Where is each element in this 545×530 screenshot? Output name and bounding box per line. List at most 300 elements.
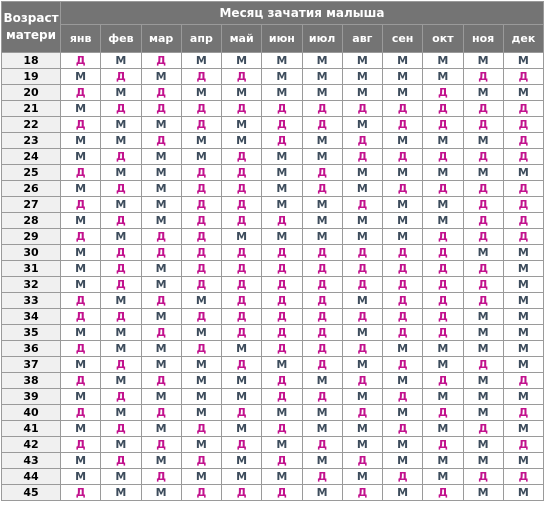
mother-age-cell: 40 [2,405,61,421]
boy-cell: М [342,85,382,101]
girl-cell: Д [222,437,262,453]
boy-cell: М [181,469,221,485]
boy-cell: М [262,85,302,101]
girl-cell: Д [141,101,181,117]
mother-age-cell: 29 [2,229,61,245]
girl-cell: Д [61,165,101,181]
boy-cell: М [101,293,141,309]
girl-cell: Д [61,197,101,213]
girl-cell: Д [262,261,302,277]
girl-cell: Д [302,325,342,341]
girl-cell: Д [423,373,463,389]
boy-cell: М [463,309,503,325]
boy-cell: М [262,469,302,485]
mother-age-cell: 33 [2,293,61,309]
boy-cell: М [302,421,342,437]
girl-cell: Д [61,309,101,325]
boy-cell: М [101,341,141,357]
boy-cell: М [423,421,463,437]
girl-cell: Д [383,277,423,293]
boy-cell: М [141,389,181,405]
girl-cell: Д [302,165,342,181]
mother-age-cell: 34 [2,309,61,325]
girl-cell: Д [141,85,181,101]
table-row [2,421,544,437]
boy-cell: М [141,357,181,373]
boy-cell: М [101,229,141,245]
boy-cell: М [342,293,382,309]
boy-cell: М [101,117,141,133]
girl-cell: Д [503,229,543,245]
boy-cell: М [141,165,181,181]
girl-cell: Д [181,277,221,293]
boy-cell: М [61,389,101,405]
boy-cell: М [383,69,423,85]
boy-cell: М [181,293,221,309]
boy-cell: М [101,85,141,101]
boy-cell: М [503,261,543,277]
girl-cell: Д [302,389,342,405]
girl-cell: Д [302,357,342,373]
girl-cell: Д [222,213,262,229]
boy-cell: М [61,245,101,261]
mother-age-cell: 42 [2,437,61,453]
girl-cell: Д [383,357,423,373]
boy-cell: М [181,373,221,389]
conception-month-title: Месяц зачатия малыша [61,2,544,25]
boy-cell: М [141,453,181,469]
boy-cell: М [302,213,342,229]
boy-cell: М [61,149,101,165]
boy-cell: М [342,181,382,197]
boy-cell: М [262,181,302,197]
boy-cell: М [181,133,221,149]
boy-cell: М [222,229,262,245]
boy-cell: М [141,277,181,293]
boy-cell: М [141,421,181,437]
boy-cell: М [463,373,503,389]
month-header: июл [302,25,342,53]
boy-cell: М [101,165,141,181]
girl-cell: Д [463,277,503,293]
girl-cell: Д [101,453,141,469]
girl-cell: Д [262,309,302,325]
girl-cell: Д [383,309,423,325]
girl-cell: Д [503,469,543,485]
table-row [2,85,544,101]
girl-cell: Д [101,213,141,229]
girl-cell: Д [383,389,423,405]
boy-cell: М [463,341,503,357]
boy-cell: М [101,485,141,501]
boy-cell: М [262,405,302,421]
boy-cell: М [101,373,141,389]
boy-cell: М [463,389,503,405]
boy-cell: М [423,165,463,181]
boy-cell: М [61,453,101,469]
girl-cell: Д [463,293,503,309]
table-row [2,389,544,405]
girl-cell: Д [222,325,262,341]
girl-cell: Д [342,309,382,325]
girl-cell: Д [61,437,101,453]
girl-cell: Д [463,181,503,197]
girl-cell: Д [423,325,463,341]
boy-cell: М [463,133,503,149]
boy-cell: М [383,405,423,421]
boy-cell: М [302,53,342,69]
boy-cell: М [423,133,463,149]
boy-cell: М [383,165,423,181]
boy-cell: М [222,453,262,469]
boy-cell: М [342,389,382,405]
boy-cell: М [302,405,342,421]
boy-cell: М [141,149,181,165]
girl-cell: Д [61,117,101,133]
girl-cell: Д [61,485,101,501]
mother-age-cell: 25 [2,165,61,181]
girl-cell: Д [262,421,302,437]
boy-cell: М [61,133,101,149]
mother-age-cell: 44 [2,469,61,485]
boy-cell: М [342,165,382,181]
girl-cell: Д [101,421,141,437]
girl-cell: Д [342,197,382,213]
boy-cell: М [222,421,262,437]
girl-cell: Д [302,101,342,117]
girl-cell: Д [222,69,262,85]
girl-cell: Д [423,309,463,325]
table-row [2,133,544,149]
boy-cell: М [503,293,543,309]
girl-cell: Д [222,197,262,213]
mother-age-cell: 24 [2,149,61,165]
girl-cell: Д [463,197,503,213]
girl-cell: Д [383,421,423,437]
boy-cell: М [222,341,262,357]
boy-cell: М [342,421,382,437]
table-row [2,293,544,309]
girl-cell: Д [342,133,382,149]
girl-cell: Д [141,293,181,309]
girl-cell: Д [383,149,423,165]
mother-age-cell: 30 [2,245,61,261]
girl-cell: Д [463,213,503,229]
girl-cell: Д [101,277,141,293]
table-row [2,197,544,213]
girl-cell: Д [262,277,302,293]
table-row [2,485,544,501]
boy-cell: М [423,469,463,485]
girl-cell: Д [342,277,382,293]
girl-cell: Д [463,69,503,85]
girl-cell: Д [383,293,423,309]
mother-age-cell: 43 [2,453,61,469]
boy-cell: М [383,341,423,357]
girl-cell: Д [181,213,221,229]
month-header: фев [101,25,141,53]
boy-cell: М [141,213,181,229]
boy-cell: М [503,245,543,261]
girl-cell: Д [141,325,181,341]
table-row [2,357,544,373]
girl-cell: Д [423,149,463,165]
girl-cell: Д [181,197,221,213]
table-row [2,69,544,85]
girl-cell: Д [101,69,141,85]
boy-cell: М [222,85,262,101]
boy-cell: М [141,309,181,325]
boy-cell: М [302,69,342,85]
boy-cell: М [383,437,423,453]
boy-cell: М [181,325,221,341]
boy-cell: М [503,421,543,437]
girl-cell: Д [503,437,543,453]
girl-cell: Д [302,261,342,277]
boy-cell: М [503,357,543,373]
girl-cell: Д [423,485,463,501]
table-row [2,101,544,117]
boy-cell: М [503,453,543,469]
month-header: апр [181,25,221,53]
boy-cell: М [503,85,543,101]
girl-cell: Д [61,405,101,421]
boy-cell: М [302,133,342,149]
girl-cell: Д [423,261,463,277]
table-row [2,453,544,469]
girl-cell: Д [181,229,221,245]
girl-cell: Д [61,341,101,357]
table-row [2,469,544,485]
girl-cell: Д [262,117,302,133]
boy-cell: М [503,165,543,181]
girl-cell: Д [423,405,463,421]
girl-cell: Д [61,229,101,245]
girl-cell: Д [463,101,503,117]
girl-cell: Д [463,117,503,133]
boy-cell: М [463,485,503,501]
boy-cell: М [222,133,262,149]
boy-cell: М [141,69,181,85]
table-row [2,229,544,245]
month-header: окт [423,25,463,53]
girl-cell: Д [503,149,543,165]
girl-cell: Д [222,357,262,373]
girl-cell: Д [423,229,463,245]
boy-cell: М [262,357,302,373]
mother-age-cell: 41 [2,421,61,437]
boy-cell: М [423,197,463,213]
girl-cell: Д [181,101,221,117]
boy-cell: М [181,53,221,69]
girl-cell: Д [222,261,262,277]
boy-cell: М [141,261,181,277]
girl-cell: Д [181,117,221,133]
girl-cell: Д [503,405,543,421]
girl-cell: Д [101,261,141,277]
mother-age-cell: 19 [2,69,61,85]
girl-cell: Д [262,213,302,229]
girl-cell: Д [61,373,101,389]
girl-cell: Д [383,325,423,341]
mother-age-cell: 32 [2,277,61,293]
table-row [2,181,544,197]
header-row [2,2,544,25]
boy-cell: М [383,453,423,469]
boy-cell: М [463,53,503,69]
girl-cell: Д [342,149,382,165]
boy-cell: М [61,261,101,277]
boy-cell: М [302,453,342,469]
girl-cell: Д [463,149,503,165]
boy-cell: М [463,405,503,421]
boy-cell: М [463,245,503,261]
boy-cell: М [503,277,543,293]
girl-cell: Д [342,485,382,501]
boy-cell: М [101,405,141,421]
girl-cell: Д [423,181,463,197]
boy-cell: М [302,373,342,389]
boy-cell: М [463,85,503,101]
girl-cell: Д [141,53,181,69]
girl-cell: Д [423,293,463,309]
girl-cell: Д [101,245,141,261]
mother-age-cell: 21 [2,101,61,117]
girl-cell: Д [463,229,503,245]
boy-cell: М [101,197,141,213]
girl-cell: Д [181,181,221,197]
table-row [2,373,544,389]
boy-cell: М [463,453,503,469]
boy-cell: М [383,53,423,69]
boy-cell: М [141,181,181,197]
girl-cell: Д [383,245,423,261]
boy-cell: М [503,53,543,69]
girl-cell: Д [141,373,181,389]
girl-cell: Д [463,469,503,485]
girl-cell: Д [141,437,181,453]
girl-cell: Д [262,133,302,149]
girl-cell: Д [181,485,221,501]
boy-cell: М [262,437,302,453]
table-row [2,149,544,165]
girl-cell: Д [503,197,543,213]
boy-cell: М [503,485,543,501]
girl-cell: Д [463,357,503,373]
boy-cell: М [181,85,221,101]
boy-cell: М [101,53,141,69]
boy-cell: М [503,309,543,325]
girl-cell: Д [342,101,382,117]
girl-cell: Д [61,85,101,101]
boy-cell: М [423,341,463,357]
girl-cell: Д [222,181,262,197]
girl-cell: Д [262,341,302,357]
boy-cell: М [262,69,302,85]
girl-cell: Д [302,469,342,485]
boy-cell: М [342,357,382,373]
boy-cell: М [61,421,101,437]
boy-cell: М [181,149,221,165]
boy-cell: М [141,117,181,133]
girl-cell: Д [262,293,302,309]
boy-cell: М [181,389,221,405]
boy-cell: М [262,197,302,213]
mother-age-header [2,2,61,53]
boy-cell: М [383,229,423,245]
boy-cell: М [61,325,101,341]
girl-cell: Д [302,437,342,453]
girl-cell: Д [101,389,141,405]
boy-cell: М [181,357,221,373]
boy-cell: М [463,437,503,453]
boy-cell: М [423,69,463,85]
mother-age-cell: 18 [2,53,61,69]
girl-cell: Д [141,133,181,149]
boy-cell: М [383,373,423,389]
boy-cell: М [503,341,543,357]
boy-cell: М [101,325,141,341]
month-header: авг [342,25,382,53]
girl-cell: Д [503,101,543,117]
girl-cell: Д [342,341,382,357]
boy-cell: М [61,181,101,197]
boy-cell: М [463,325,503,341]
girl-cell: Д [503,69,543,85]
girl-cell: Д [302,293,342,309]
mother-age-cell: 45 [2,485,61,501]
boy-cell: М [342,437,382,453]
mother-age-cell: 20 [2,85,61,101]
boy-cell: М [141,341,181,357]
girl-cell: Д [141,245,181,261]
mother-age-header-line2: матери [6,28,56,42]
girl-cell: Д [383,101,423,117]
month-header: сен [383,25,423,53]
girl-cell: Д [383,469,423,485]
girl-cell: Д [463,261,503,277]
boy-cell: М [383,485,423,501]
girl-cell: Д [423,117,463,133]
boy-cell: М [302,229,342,245]
table-row [2,245,544,261]
girl-cell: Д [342,373,382,389]
table-row [2,165,544,181]
girl-cell: Д [342,261,382,277]
boy-cell: М [342,325,382,341]
mother-age-cell: 36 [2,341,61,357]
girl-cell: Д [302,341,342,357]
boy-cell: М [61,69,101,85]
month-header: дек [503,25,543,53]
boy-cell: М [423,213,463,229]
girl-cell: Д [423,245,463,261]
boy-cell: М [342,229,382,245]
girl-cell: Д [302,245,342,261]
girl-cell: Д [383,181,423,197]
girl-cell: Д [101,309,141,325]
girl-cell: Д [222,165,262,181]
table-row [2,325,544,341]
girl-cell: Д [503,213,543,229]
mother-age-cell: 39 [2,389,61,405]
boy-cell: М [383,133,423,149]
girl-cell: Д [141,469,181,485]
table-row [2,309,544,325]
boy-cell: М [342,213,382,229]
boy-cell: М [503,389,543,405]
girl-cell: Д [181,453,221,469]
